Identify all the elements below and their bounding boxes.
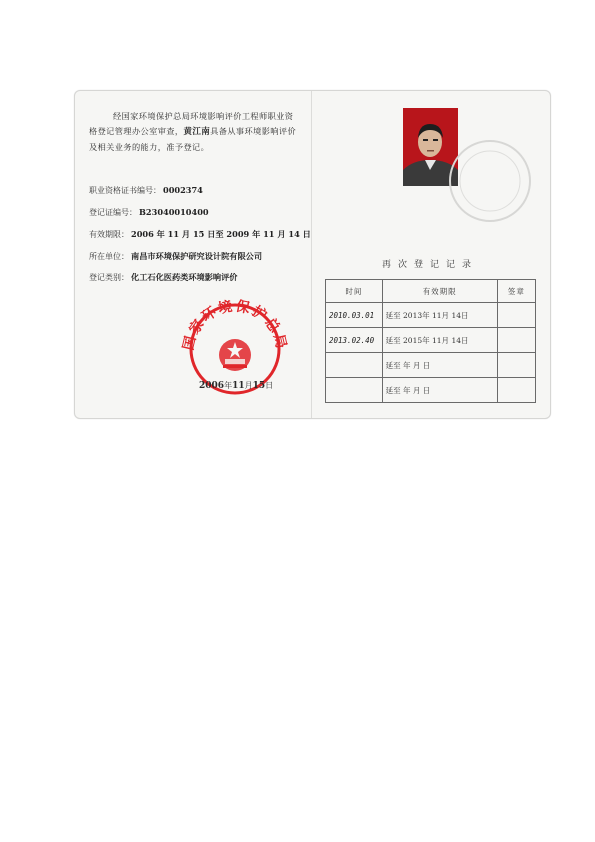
issue-month: 11 [232,381,245,391]
header-validity: 有效期限 [382,280,497,303]
field-value: 化工石化医药类环境影响评价 [131,272,238,282]
table-row [326,378,536,403]
national-emblem-icon [219,339,251,371]
row-signature [497,328,535,353]
record-title: 再次登记记录 [381,260,478,270]
intro-text-2: 具备从事环境影响评价及相关业务的能力，准予登记。 [89,126,297,152]
field-label: 所在单位： [89,252,129,261]
field-value: 南昌市环境保护研究设计院有限公司 [131,251,263,261]
field-value: B23040010400 [139,207,209,217]
header-time: 时间 [326,280,383,303]
row-period: 延至 年 月 日 [382,378,497,403]
row-signature [497,378,535,403]
field-qualification-cert-no [89,185,203,196]
holder-name: 黄江南 [183,127,211,137]
row-time [326,353,383,378]
table-row [326,303,536,328]
issue-date: 2006年11月15日 [199,381,274,391]
issue-year: 2006 [199,381,225,391]
page-fold [311,91,312,418]
row-period: 延至 2013年 11月 14日 [382,303,497,328]
field-registration-category [89,272,237,283]
seal-text: 国家环境保护总局 [180,298,290,352]
field-label: 职业资格证书编号： [89,186,161,195]
row-signature [497,303,535,328]
certificate-document [74,90,551,419]
table-header-row [326,280,536,303]
field-label: 有效期限： [89,230,129,239]
field-validity-period [89,229,311,240]
field-value: 2006 年 11 月 15 日至 2009 年 11 月 14 日 [131,229,311,239]
row-time: 2010.03.01 [326,303,383,328]
table-row [326,328,536,353]
row-time: 2013.02.40 [326,328,383,353]
certificate-intro [89,109,301,155]
intro-text: 经国家环境保护总局环境影响评价工程师职业资格登记管理办公室审查， [89,111,294,136]
row-signature [497,353,535,378]
row-period: 延至 年 月 日 [382,353,497,378]
header-signature: 签章 [497,280,535,303]
field-label: 登记证编号： [89,208,137,217]
re-registration-table [325,279,536,403]
field-employer [89,251,262,262]
field-value: 0002374 [163,185,203,195]
row-period: 延至 2015年 11月 14日 [382,328,497,353]
field-registration-no [89,207,209,218]
field-label: 登记类别： [89,273,129,282]
table-row [326,353,536,378]
row-time [326,378,383,403]
faint-embossed-stamp [440,131,540,231]
issue-day: 15 [252,381,266,391]
